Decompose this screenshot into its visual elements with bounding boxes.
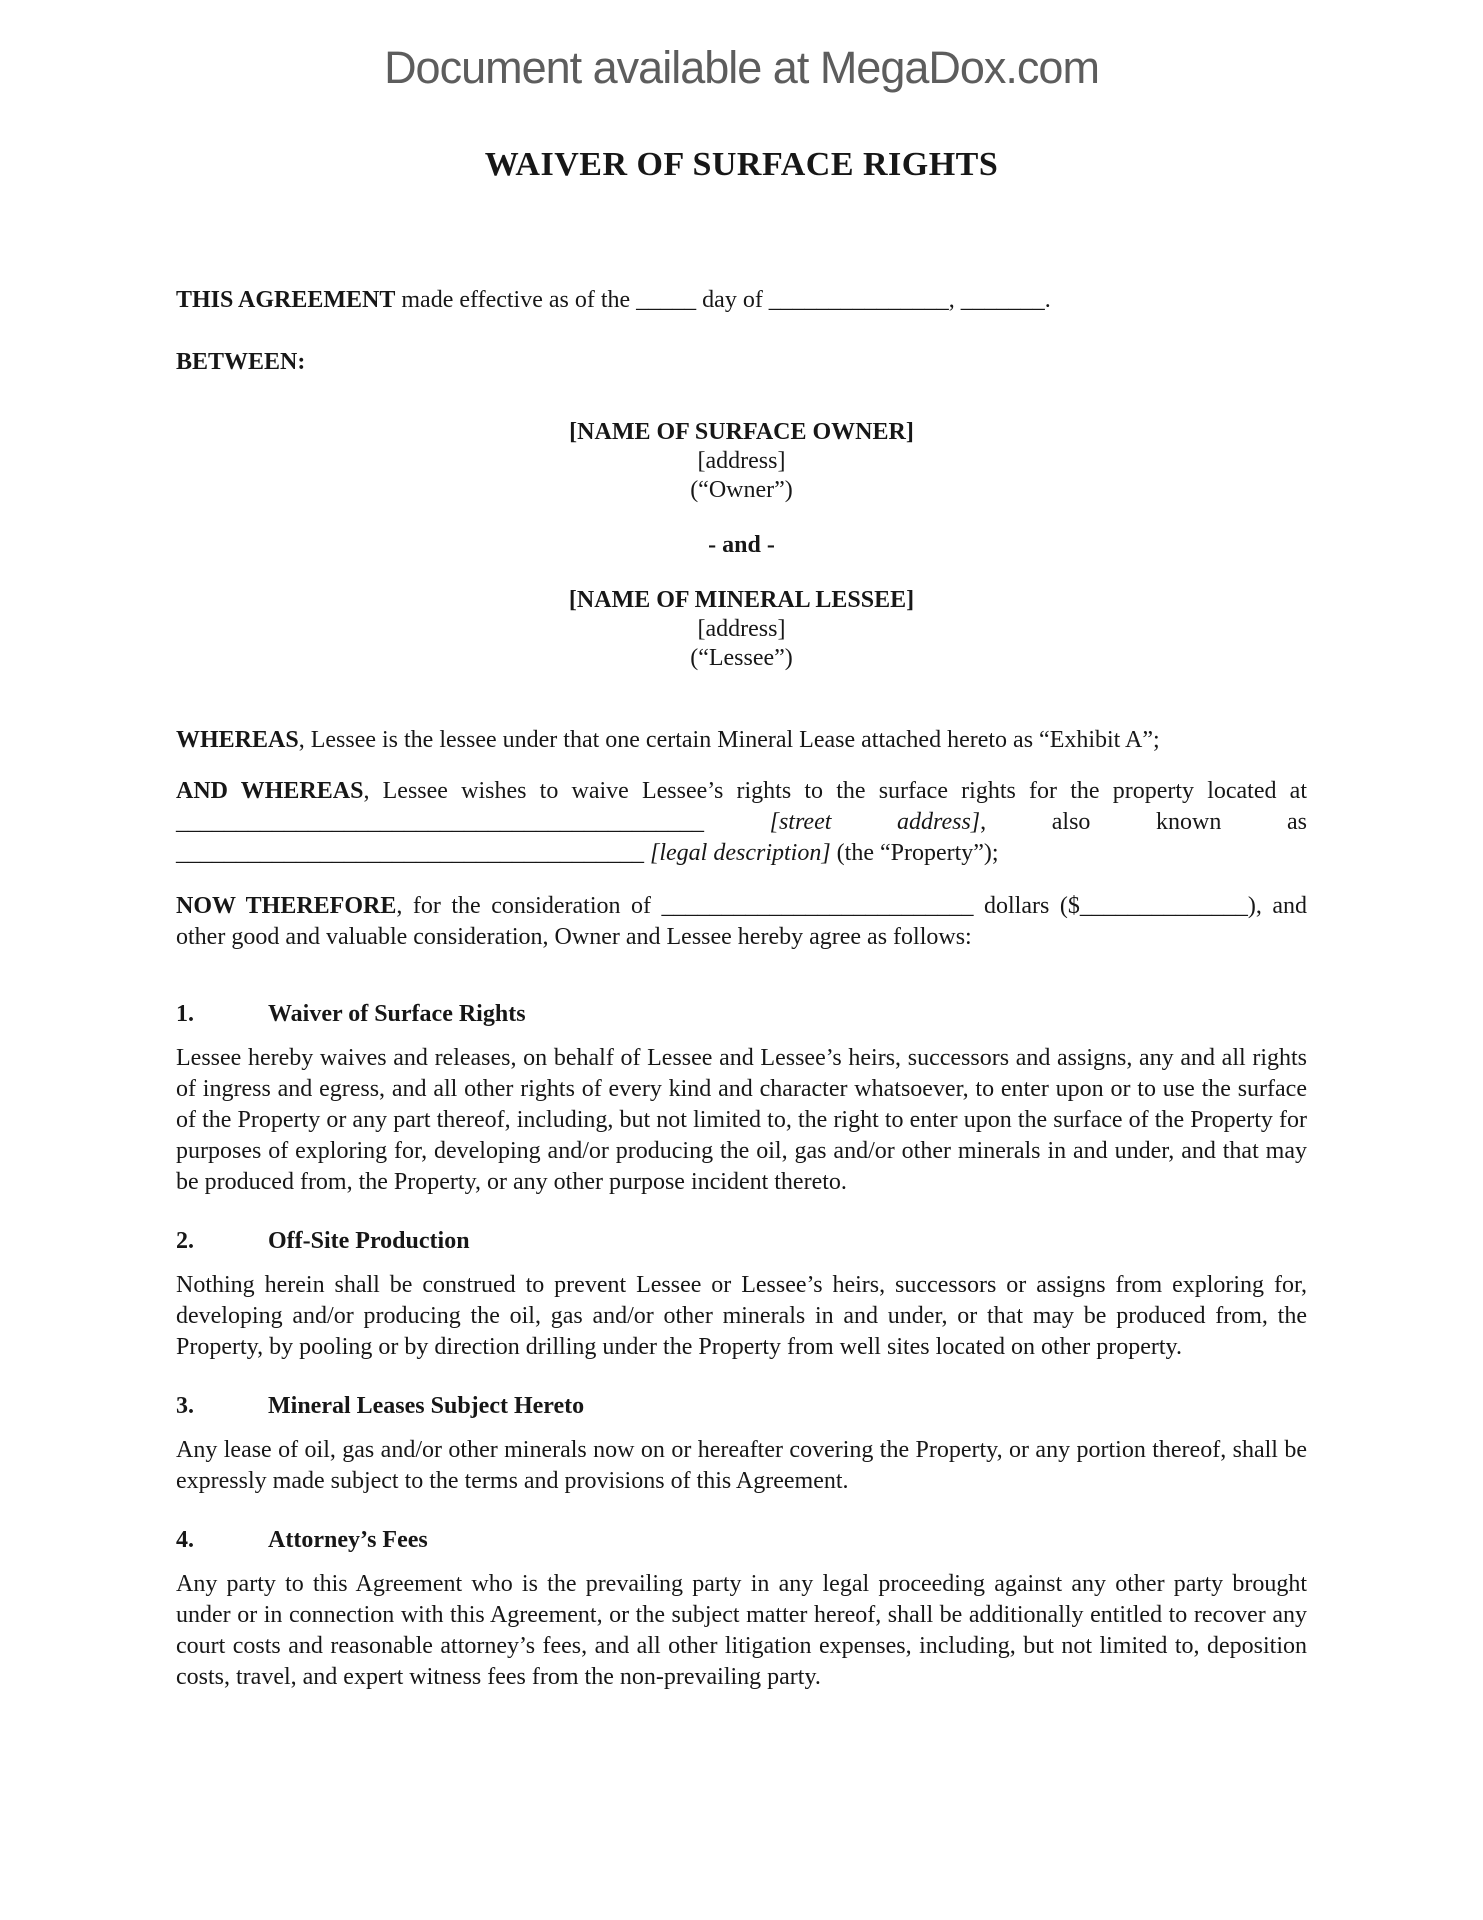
section-1-number: 1. bbox=[176, 1001, 194, 1027]
section-4-body: Any party to this Agreement who is the prevailing party in any legal proceeding against any other party brought under or in connection with this Agreement, or the subject matter hereof, shall be additionally entitled to recover any court costs and reasonable attorney’s fees, and all other litigation expenses, including, but not limited to, deposition costs, travel, and expert witness fees from the non-prevailing party. bbox=[176, 1571, 1307, 1690]
section-2-title: Off-Site Production bbox=[268, 1228, 470, 1254]
legal-description-placeholder: [legal description] bbox=[650, 840, 831, 866]
party-surface-owner-alias: (“Owner”) bbox=[690, 477, 793, 503]
recital-and-whereas bbox=[176, 776, 1307, 869]
watermark: Document available at MegaDox.com bbox=[384, 42, 1099, 93]
party-surface-owner-address: [address] bbox=[697, 448, 786, 474]
section-2-heading bbox=[176, 1226, 1307, 1257]
section-1-heading bbox=[176, 999, 1307, 1030]
now-therefore-text: , for the consideration of __________________________ dollars ($______________), and other good and valuable consideration, Owner and Lessee hereby agree as follows: bbox=[176, 893, 1308, 950]
party-mineral-lessee bbox=[176, 586, 1307, 673]
section-3-heading bbox=[176, 1391, 1307, 1422]
party-surface-owner-name: [NAME OF SURFACE OWNER] bbox=[569, 419, 914, 445]
section-1-body: Lessee hereby waives and releases, on behalf of Lessee and Lessee’s heirs, successors and assigns, any and all rights of ingress and egress, and all other rights of every kind and character whatsoever, to enter upon or to use the surface of the Property or any part thereof, including, but not limited to, the right to enter upon the surface of the Property for purposes of exploring for, developing and/or producing the oil, gas and/or other minerals in and under, and that may be produced from, the Property, or any other purpose incident thereto. bbox=[176, 1045, 1307, 1195]
parties-and-separator: - and - bbox=[708, 532, 775, 558]
section-3-number: 3. bbox=[176, 1393, 194, 1419]
section-3 bbox=[176, 1391, 1307, 1497]
section-2-body: Nothing herein shall be construed to prevent Lessee or Lessee’s heirs, successors or assigns from exploring for, developing and/or producing the oil, gas and/or other minerals in and under, or that may be produced from, the Property, by pooling or by direction drilling under the Property from well sites located on other property. bbox=[176, 1272, 1307, 1360]
party-mineral-lessee-alias: (“Lessee”) bbox=[690, 645, 793, 671]
now-therefore-lead: NOW THEREFORE bbox=[176, 893, 397, 919]
page-title: WAIVER OF SURFACE RIGHTS bbox=[484, 146, 999, 183]
section-3-body: Any lease of oil, gas and/or other minerals now on or hereafter covering the Property, or any portion thereof, shall be expressly made subject to the terms and provisions of this Agreement. bbox=[176, 1437, 1307, 1494]
recital-and-whereas-text-1: , Lessee wishes to waive Lessee’s rights to the surface rights for the property located at ____________________________________________ bbox=[176, 778, 1307, 835]
section-2 bbox=[176, 1226, 1307, 1363]
recital-whereas bbox=[176, 725, 1307, 756]
section-4-number: 4. bbox=[176, 1527, 194, 1553]
section-4-title: Attorney’s Fees bbox=[268, 1527, 428, 1553]
recital-whereas-text: , Lessee is the lessee under that one certain Mineral Lease attached hereto as “Exhibit A”; bbox=[298, 727, 1160, 753]
now-therefore-paragraph bbox=[176, 891, 1307, 953]
agreement-lead: THIS AGREEMENT bbox=[176, 287, 396, 313]
street-address-placeholder: [street address] bbox=[769, 809, 981, 835]
recital-and-whereas-text-2: , also known as _______________________________________ bbox=[176, 809, 1307, 866]
section-4 bbox=[176, 1525, 1307, 1693]
section-3-title: Mineral Leases Subject Hereto bbox=[268, 1393, 585, 1419]
section-2-number: 2. bbox=[176, 1228, 194, 1254]
recital-and-whereas-lead: AND WHEREAS bbox=[176, 778, 364, 804]
agreement-intro-text: made effective as of the _____ day of _______________, _______. bbox=[395, 287, 1051, 313]
section-1-title: Waiver of Surface Rights bbox=[268, 1001, 526, 1027]
section-1 bbox=[176, 999, 1307, 1198]
party-surface-owner bbox=[176, 418, 1307, 505]
between-label: BETWEEN: bbox=[176, 349, 306, 375]
party-mineral-lessee-address: [address] bbox=[697, 616, 786, 642]
recital-whereas-lead: WHEREAS bbox=[176, 727, 299, 753]
agreement-intro-paragraph bbox=[176, 285, 1307, 316]
recital-and-whereas-text-3: (the “Property”); bbox=[830, 840, 999, 866]
party-mineral-lessee-name: [NAME OF MINERAL LESSEE] bbox=[568, 587, 915, 613]
section-4-heading bbox=[176, 1525, 1307, 1556]
